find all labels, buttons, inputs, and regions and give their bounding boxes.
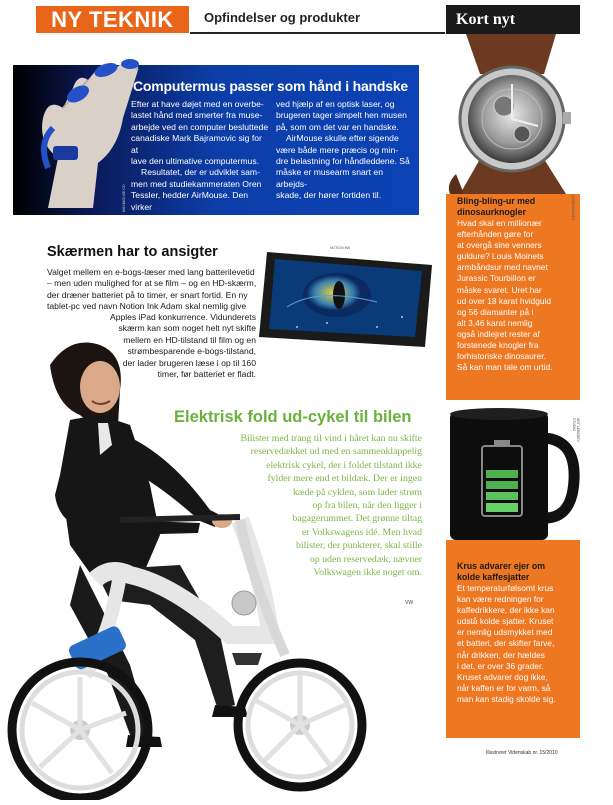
- watch-headline: Bling-bling-ur med dinosaurknogler: [457, 196, 536, 217]
- photo-credit: LOUIS MOINET: [571, 195, 575, 221]
- mug-body: Et temperaturfølsomt krus kan være redningen for kaffedrikkere, der ikke kan udstå kolde sjatter. Kruset er nemlig udsmykket med et batteri, der skifter farve, når drikken, der hældes i det, er over 36 grader. Kruset advarer dog ikke, når kaffen er for varm, så man kan stadig skolde sig.: [457, 583, 556, 704]
- mug-photo: [446, 400, 580, 540]
- photo-credit: VW: [405, 600, 414, 606]
- bike-body: Bilister med trang til vind i håret kan nu skifte reservedækket ud med en sammenklappelig elektrisk cykel, der i foldet tilstand ikke fylder mere end et bildæk. Der er ingen kæde på cyklen, som lader strøm op fra bilen, når den ligger i bagagerummet. Det grønne tiltag er Volkswagens idé. Men hvad bilister, der punkterer, skal stille op uden reservedæk, nævner Volkswagen ikke noget om.: [240, 433, 422, 579]
- section-subtitle: Opfindelser og produkter: [204, 10, 361, 25]
- bike-headline: Elektrisk fold ud-cykel til bilen: [174, 408, 412, 426]
- computermouse-column-1: Efter at have døjet med en overbe- lastet hånd med smerter fra muse- arbejde ved en computer besluttede canadiske Mark Bajramovic sig for at lave den ultimative computermus. Resultatet, der er udviklet sam- men med studiekammeraten Oren Tessler, hedder AirMouse. Den virker: [131, 99, 269, 212]
- mug-headline: Krus advarer ejer om kolde kaffesjatter: [457, 561, 546, 582]
- mug-article: [457, 561, 556, 705]
- computermouse-headline: Computermus passer som hånd i handske: [133, 78, 409, 94]
- tablet-headline: Skærmen har to ansigter: [47, 244, 218, 260]
- photo-credit: MAXIMOUSE.CO: [122, 184, 126, 212]
- computermouse-column-2: ved hjælp af en optisk laser, og brugeren tager simpelt hen musen på, som om det var en handske. AirMouse skulle efter sigende være både mere præcis og min- dre belastning for håndleddene. Så måske er musearm snart en arbejds- skade, der hører fortiden til.: [276, 99, 410, 201]
- hand-with-mouse-photo: [18, 48, 148, 218]
- sidebar-title: Kort nyt: [446, 5, 580, 34]
- watch-article: [457, 196, 552, 373]
- photo-credit: NOTION INK: [330, 246, 351, 250]
- watch-body: Hvad skal en millionær efterhånden gøre for at overgå sine venners guldure? Louis Moinets armbåndsur med navnet Jurassic Tourbillon er måske svaret. Uret har ud over 18 karat hvidguld og 56 diamanter på i alt 3,46 karat nemlig også indlejret rester af forstenede knogler fra forhistoriske dinosaurer. Så kan man tale om urtid.: [457, 218, 553, 373]
- header-rule: [190, 32, 445, 34]
- tablet-body: Valget mellem en e-bogs-læser med lang batterilevetid – men uden mulighed for at se film – og en HD-skærm, der dræner batteriet på to timer, er snart fortid. En ny tablet-pc ved navn Notion Ink Adam skal nemlig give: [47, 267, 257, 312]
- watch-photo: [446, 34, 580, 194]
- magazine-section-logo: NY TEKNIK: [36, 6, 189, 33]
- tablet-body-cont: Apples iPad konkurrence. Vidunderets skærm kan som noget helt nyt skifte mellem en HD-tilstand til film og en strømbesparende e-bogs-tilstand, der lader brugeren læse i op til 160 timer, før batteriet er fladt.: [109, 312, 256, 380]
- photo-credit: ART LEBEDEV STUDIO: [572, 418, 580, 442]
- page-footer: Illustreret Videnskab nr. 15/2010: [486, 750, 558, 756]
